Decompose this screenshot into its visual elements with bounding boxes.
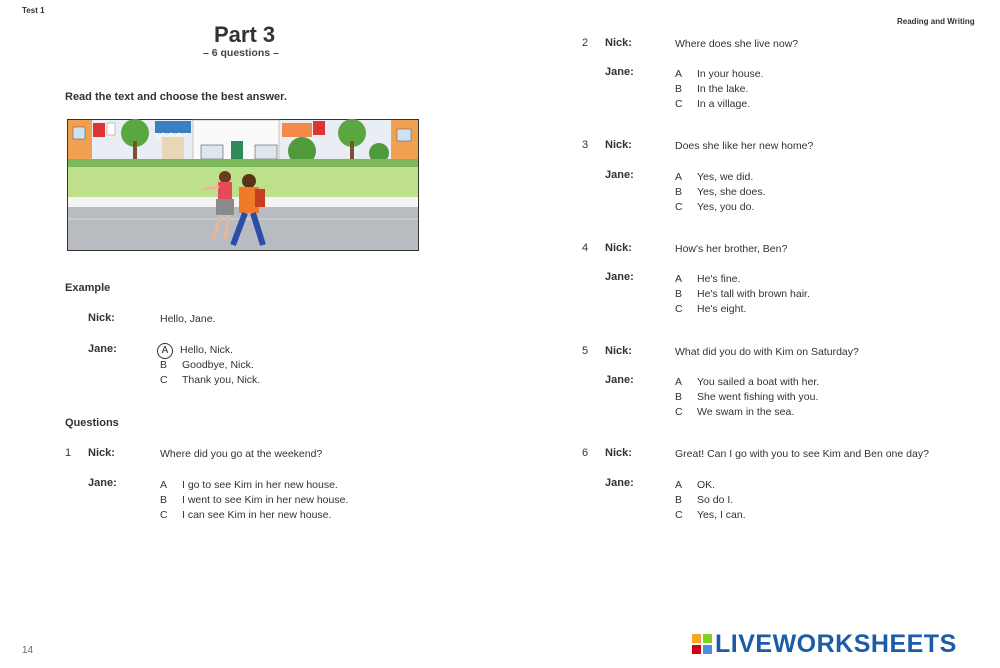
logo-text: LIVEWORKSHEETS xyxy=(715,630,957,658)
question-number: 6 xyxy=(582,447,589,459)
option-letter: C xyxy=(675,509,683,521)
answer-option-a[interactable] xyxy=(675,476,715,491)
example-nick-text: Hello, Jane. xyxy=(160,313,216,325)
option-text: Yes, she does. xyxy=(697,186,766,198)
question-text: How's her brother, Ben? xyxy=(675,243,788,255)
option-text: OK. xyxy=(697,479,716,491)
street-illustration xyxy=(67,119,419,251)
answer-option-c[interactable] xyxy=(675,95,750,110)
option-letter: C xyxy=(160,509,168,521)
option-text: In the lake. xyxy=(697,83,749,95)
option-text: Goodbye, Nick. xyxy=(182,359,254,371)
answer-option-c[interactable] xyxy=(160,506,331,521)
answer-option-a[interactable] xyxy=(675,270,740,285)
example-heading: Example xyxy=(65,282,111,294)
option-letter: C xyxy=(160,374,168,386)
option-text: We swam in the sea. xyxy=(697,406,795,418)
question-text: Where did you go at the weekend? xyxy=(160,448,323,460)
answer-option-c[interactable] xyxy=(675,403,794,418)
question-text: Where does she live now? xyxy=(675,38,799,50)
answer-option-b[interactable] xyxy=(160,491,348,506)
jane-label: Jane: xyxy=(605,271,634,283)
answer-option-b[interactable] xyxy=(675,285,810,300)
answer-option-a[interactable] xyxy=(675,373,819,388)
question-text: Does she like her new home? xyxy=(675,140,814,152)
option-letter: A xyxy=(675,376,683,388)
option-letter: C xyxy=(675,201,683,213)
option-text: He's tall with brown hair. xyxy=(697,288,810,300)
example-nick-label: Nick: xyxy=(88,312,115,324)
part-subtitle: – 6 questions – xyxy=(203,47,279,59)
nick-label: Nick: xyxy=(605,345,632,357)
option-letter: B xyxy=(160,494,168,506)
nick-label: Nick: xyxy=(605,242,632,254)
option-letter: A xyxy=(675,273,683,285)
option-letter: A xyxy=(675,479,683,491)
jane-label: Jane: xyxy=(605,169,634,181)
option-letter: B xyxy=(675,83,683,95)
answer-option-b[interactable] xyxy=(675,388,818,403)
answer-option-c[interactable] xyxy=(675,198,754,213)
option-text: Yes, I can. xyxy=(697,509,746,521)
section-label: Reading and Writing xyxy=(897,17,975,26)
jane-label: Jane: xyxy=(605,477,634,489)
example-option-c xyxy=(160,371,260,386)
jane-label: Jane: xyxy=(605,66,634,78)
option-text: He's fine. xyxy=(697,273,741,285)
nick-label: Nick: xyxy=(605,37,632,49)
example-jane-label: Jane: xyxy=(88,343,117,355)
test-label: Test 1 xyxy=(22,6,45,15)
questions-heading: Questions xyxy=(65,417,119,429)
nick-label: Nick: xyxy=(605,139,632,151)
answer-circle-icon: A xyxy=(157,343,173,359)
option-letter: C xyxy=(675,303,683,315)
option-text: Thank you, Nick. xyxy=(182,374,261,386)
option-letter: B xyxy=(675,494,683,506)
option-letter: C xyxy=(675,406,683,418)
option-letter: B xyxy=(675,391,683,403)
option-letter: B xyxy=(675,288,683,300)
answer-option-b[interactable] xyxy=(675,80,748,95)
option-text: In a village. xyxy=(697,98,751,110)
option-letter: A xyxy=(675,68,683,80)
option-letter: B xyxy=(675,186,683,198)
option-text: She went fishing with you. xyxy=(697,391,819,403)
answer-option-a[interactable] xyxy=(675,168,753,183)
answer-option-a[interactable] xyxy=(675,65,764,80)
option-text: Yes, you do. xyxy=(697,201,755,213)
option-letter: C xyxy=(675,98,683,110)
liveworksheets-logo[interactable] xyxy=(692,630,957,659)
option-text: I can see Kim in her new house. xyxy=(182,509,332,521)
jane-label: Jane: xyxy=(605,374,634,386)
instruction-text: Read the text and choose the best answer. xyxy=(65,91,287,103)
option-text: You sailed a boat with her. xyxy=(697,376,820,388)
option-letter: B xyxy=(160,359,168,371)
option-letter: A xyxy=(160,479,168,491)
logo-grid-icon xyxy=(692,634,712,654)
option-text: I go to see Kim in her new house. xyxy=(182,479,338,491)
question-number: 5 xyxy=(582,345,589,357)
option-text: So do I. xyxy=(697,494,734,506)
option-text: Yes, we did. xyxy=(697,171,754,183)
option-text: I went to see Kim in her new house. xyxy=(182,494,349,506)
option-letter: A xyxy=(675,171,683,183)
answer-option-b[interactable] xyxy=(675,183,766,198)
answer-option-c[interactable] xyxy=(675,300,746,315)
example-option-a xyxy=(160,341,233,356)
option-text: In your house. xyxy=(697,68,764,80)
part-title: Part 3 xyxy=(214,22,276,47)
example-option-b xyxy=(160,356,254,371)
question-number: 1 xyxy=(65,447,72,459)
answer-option-c[interactable] xyxy=(675,506,746,521)
option-text: He's eight. xyxy=(697,303,747,315)
nick-label: Nick: xyxy=(605,447,632,459)
question-text: Great! Can I go with you to see Kim and Ben one day? xyxy=(675,448,929,460)
question-text: What did you do with Kim on Saturday? xyxy=(675,346,859,358)
jane-label: Jane: xyxy=(88,477,117,489)
answer-option-b[interactable] xyxy=(675,491,733,506)
page-number: 14 xyxy=(22,645,34,656)
nick-label: Nick: xyxy=(88,447,115,459)
question-number: 3 xyxy=(582,139,589,151)
answer-option-a[interactable] xyxy=(160,476,338,491)
question-number: 4 xyxy=(582,242,589,254)
question-number: 2 xyxy=(582,37,589,49)
option-text: Hello, Nick. xyxy=(180,344,234,356)
